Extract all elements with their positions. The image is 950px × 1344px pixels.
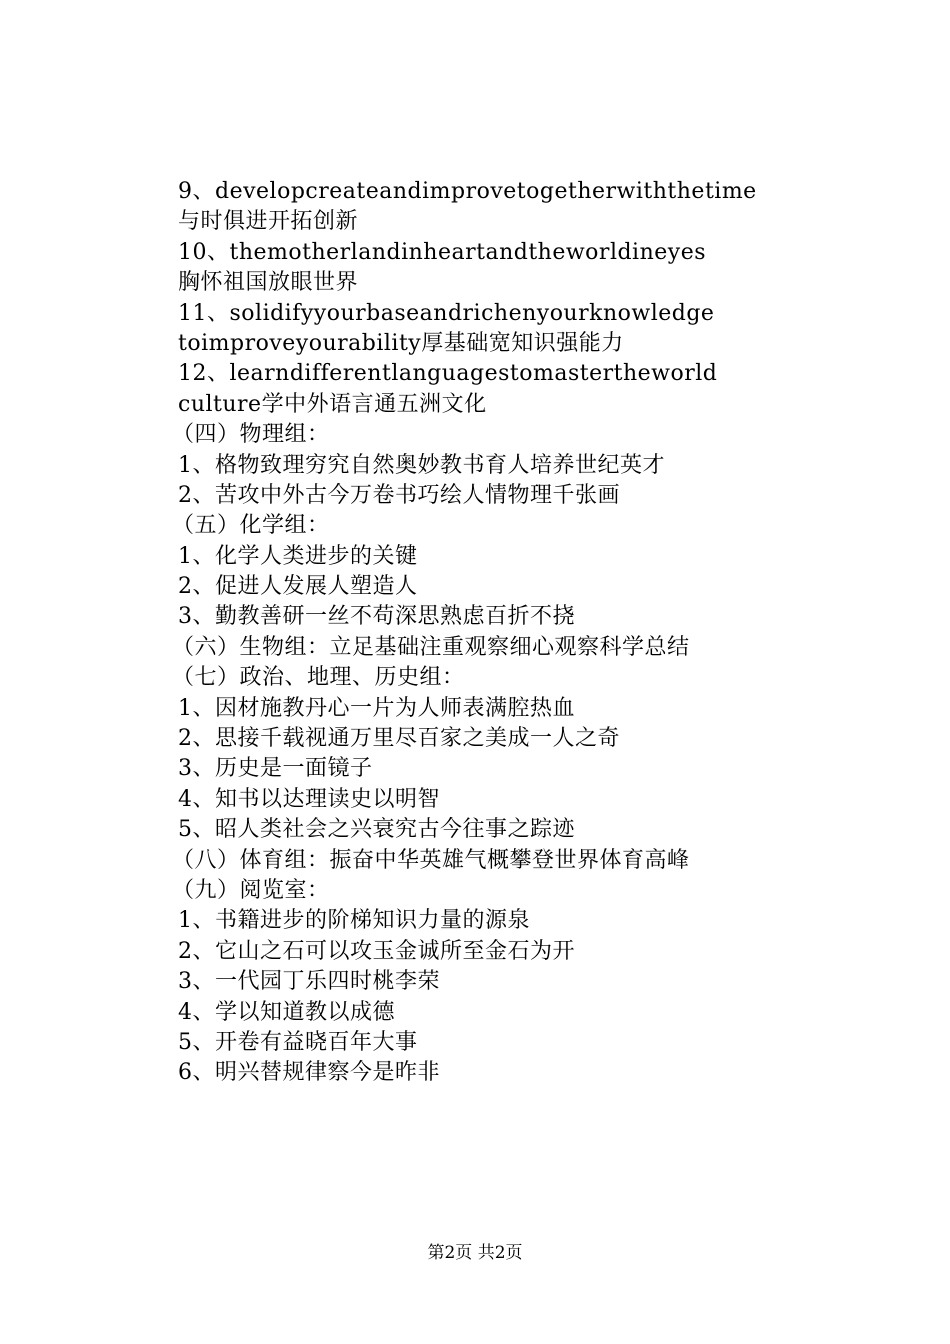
text-line: 4、学以知道教以成德: [178, 999, 395, 1025]
document-body: [172, 177, 778, 1089]
text-line: 2、苦攻中外古今万卷书巧绘人情物理千张画: [178, 482, 620, 508]
text-line: culture学中外语言通五洲文化: [178, 391, 487, 417]
text-line: toimproveyourability厚基础宽知识强能力: [178, 330, 624, 356]
page-footer: 第2页 共2页: [427, 1243, 523, 1263]
section-heading: （四）物理组：: [172, 422, 330, 448]
text-line: 胸怀祖国放眼世界: [178, 270, 359, 296]
text-line: 3、勤教善研一丝不苟深思熟虑百折不挠: [178, 604, 575, 630]
text-line: 11、solidifyyourbaseandrichenyourknowledge: [178, 300, 715, 326]
text-line: 1、因材施教丹心一片为人师表满腔热血: [178, 695, 575, 721]
text-line: 与时俱进开拓创新: [178, 209, 359, 235]
text-line: 2、思接千载视通万里尽百家之美成一人之奇: [178, 726, 620, 752]
text-line: 9、developcreateandimprovetogetherwiththetime: [178, 179, 757, 204]
section-heading: （七）政治、地理、历史组：: [172, 665, 465, 691]
text-line: 1、书籍进步的阶梯知识力量的源泉: [178, 908, 530, 934]
text-line: 3、一代园丁乐四时桃李荣: [178, 969, 440, 995]
section-heading: （九）阅览室：: [172, 877, 330, 903]
text-line: 6、明兴替规律察今是昨非: [178, 1060, 440, 1086]
text-line: 5、开卷有益晓百年大事: [178, 1029, 418, 1055]
text-line: 1、化学人类进步的关键: [178, 543, 418, 569]
section-heading: （五）化学组：: [172, 513, 330, 539]
section-heading: （八）体育组：振奋中华英雄气概攀登世界体育高峰: [172, 847, 690, 873]
text-line: 3、历史是一面镜子: [178, 756, 373, 782]
text-line: 2、促进人发展人塑造人: [178, 574, 418, 600]
text-line: 10、themotherlandinheartandtheworldineyes: [178, 239, 707, 265]
text-line: 2、它山之石可以攻玉金诚所至金石为开: [178, 938, 575, 964]
text-line: 4、知书以达理读史以明智: [178, 786, 440, 812]
section-heading: （六）生物组：立足基础注重观察细心观察科学总结: [172, 634, 690, 660]
text-line: 12、learndifferentlanguagestomastertheworld: [178, 361, 718, 387]
text-line: 5、昭人类社会之兴衰究古今往事之踪迹: [178, 817, 575, 843]
text-line: 1、格物致理穷究自然奥妙教书育人培养世纪英才: [178, 452, 665, 478]
